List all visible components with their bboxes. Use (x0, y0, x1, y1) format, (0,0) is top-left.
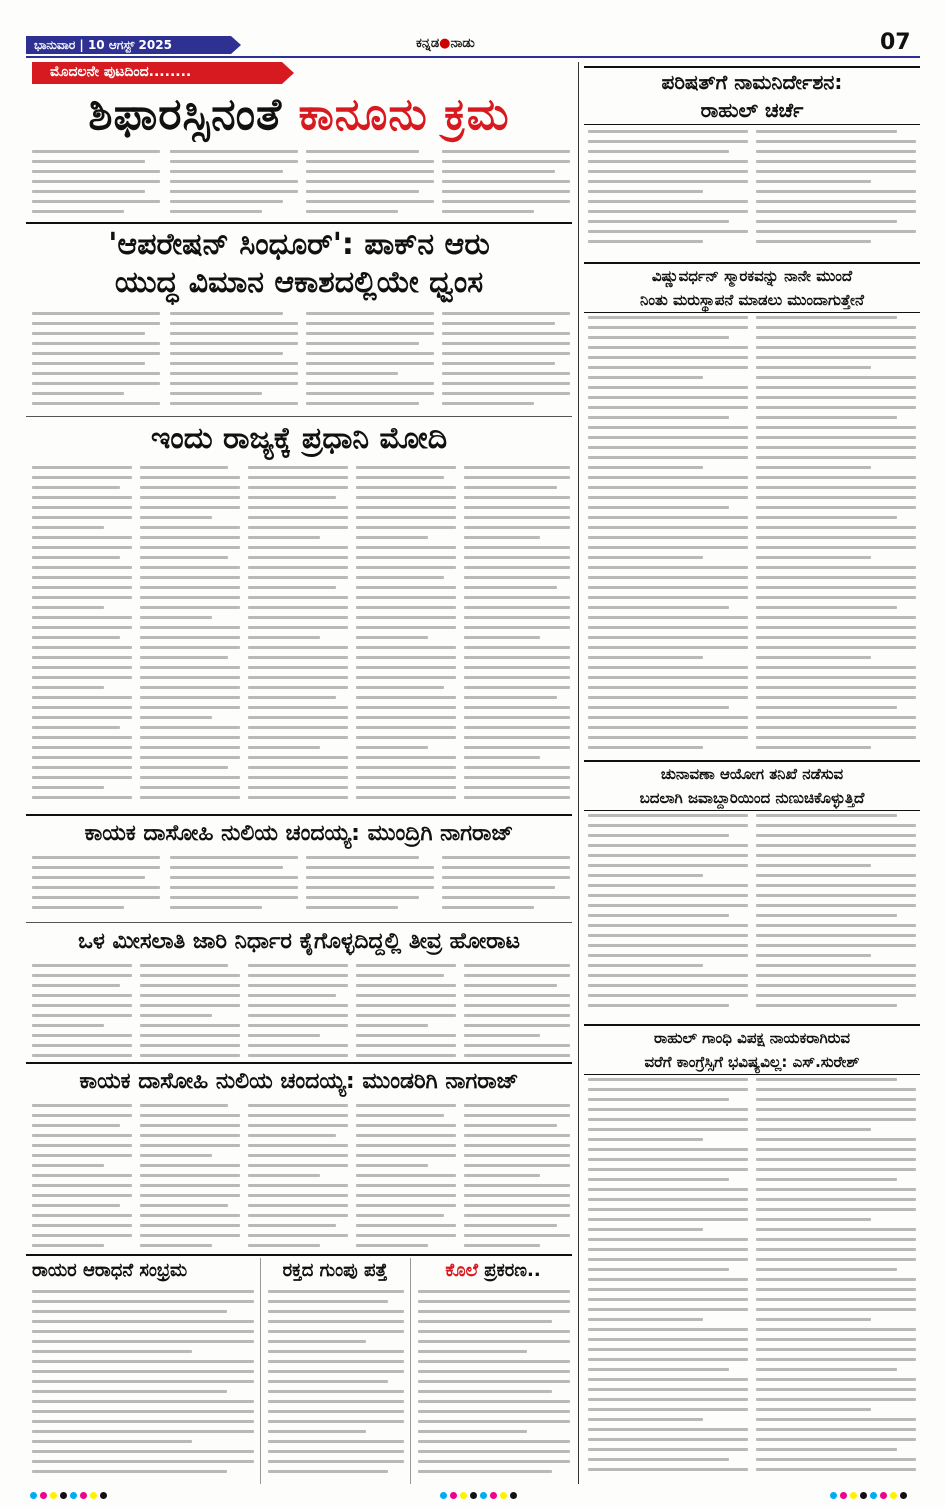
page-header (0, 0, 945, 55)
masthead-right: ನಾಡು (450, 36, 475, 51)
column-rule (578, 62, 579, 1484)
lead-headline (26, 86, 572, 144)
divider (26, 814, 572, 816)
bottom-col3-headline-rest: ಪ್ರಕರಣ.. (484, 1260, 541, 1281)
story5-body-col2 (140, 964, 240, 1060)
story6-body-col1 (32, 1104, 132, 1250)
right-story1-headline (584, 66, 920, 125)
right-story1-headline-line1: ಪರಿಷತ್‌ಗೆ ನಾಮನಿರ್ದೇಶನ: (661, 70, 843, 94)
right-story3-body-col2 (756, 814, 916, 1018)
right-story1-headline-line2: ರಾಹುಲ್ ಚರ್ಚೆ (700, 98, 804, 122)
print-registration-dots-left (30, 1492, 107, 1502)
story6-body-col2 (140, 1104, 240, 1250)
right-story2-body-col2 (756, 316, 916, 756)
right-story1-body-col1 (588, 130, 748, 258)
right-story2-body-col1 (588, 316, 748, 756)
story5-body-col5 (464, 964, 570, 1060)
lead-headline-part1: ಶಿಫಾರಸ್ಸಿನಂತೆ (88, 89, 283, 140)
bottom-col2-body (268, 1290, 404, 1480)
right-story4-headline (584, 1024, 920, 1075)
masthead-left: ಕನ್ನಡ (416, 36, 440, 51)
right-story4-body-col1 (588, 1078, 748, 1480)
right-story4-headline-line1: ರಾಹುಲ್ ಗಾಂಧಿ ವಿಪಕ್ಷ ನಾಯಕರಾಗಿರುವ (653, 1029, 851, 1047)
story6-body-col5 (464, 1104, 570, 1250)
story2-body-col1 (32, 312, 160, 412)
story3-body-col4 (356, 466, 456, 812)
page-number: 07 (880, 30, 911, 55)
masthead (416, 36, 475, 51)
bottom-col3-headline-red: ಕೊಲೆ (445, 1260, 479, 1281)
right-story3-headline (584, 760, 920, 811)
story2-headline-line1: 'ಆಪರೇಷನ್ ಸಿಂಧೂರ್': ಪಾಕ್‌ನ ಆರು (108, 227, 490, 262)
right-story2-headline-line1: ವಿಷ್ಣುವರ್ಧನ್ ಸ್ಮಾರಕವನ್ನು ನಾನೇ ಮುಂದೆ (651, 267, 853, 285)
lead-body-col1 (32, 150, 160, 218)
story2-body-col4 (442, 312, 570, 412)
lead-body-col3 (306, 150, 434, 218)
lead-body-col4 (442, 150, 570, 218)
right-story2-headline-line2: ನಿಂತು ಮರುಸ್ಥಾಪನೆ ಮಾಡಲು ಮುಂದಾಗುತ್ತೇನೆ (640, 291, 864, 309)
story3-body-col1 (32, 466, 132, 812)
bottom-col3-headline (414, 1258, 572, 1284)
story5-headline: ಒಳ ಮೀಸಲಾತಿ ಜಾರಿ ನಿರ್ಧಾರ ಕೈಗೊಳ್ಳದಿದ್ದಲ್ಲಿ ತೀವ್ರ ಹೋರಾಟ (78, 929, 520, 954)
right-story4-headline-line2: ವರೆಗೆ ಕಾಂಗ್ರೆಸ್ಸಿಗೆ ಭವಿಷ್ಯವಿಲ್ಲ: ಎಸ್.ಸುರೇಶ್ (644, 1053, 860, 1071)
column-rule (410, 1258, 411, 1484)
story3-headline: ಇಂದು ರಾಜ್ಯಕ್ಕೆ ಪ್ರಧಾನಿ ಮೋದಿ (150, 421, 448, 456)
print-registration-dots-right (830, 1492, 907, 1502)
story3-body-col3 (248, 466, 348, 812)
right-story2-headline (584, 262, 920, 313)
story2-headline (26, 226, 572, 302)
story6-headline: ಕಾಯಕ ದಾಸೋಹಿ ನುಲಿಯ ಚಂದಯ್ಯ: ಮುಂಡರಿಗಿ ನಾಗರಾಜ್ (79, 1069, 519, 1094)
story2-body-col2 (170, 312, 298, 412)
bottom-col1-headline: ರಾಯರ ಆರಾಧನೆ ಸಂಭ್ರಮ (32, 1260, 188, 1281)
right-story3-headline-line2: ಬದಲಾಗಿ ಜವಾಬ್ದಾರಿಯಿಂದ ನುಣುಚಿಕೊಳ್ಳುತ್ತಿದೆ (639, 789, 865, 807)
story5-body-col3 (248, 964, 348, 1060)
story2-headline-line2: ಯುದ್ಧ ವಿಮಾನ ಆಕಾಶದಲ್ಲಿಯೇ ಧ್ವಂಸ (114, 265, 484, 300)
section-kicker: ಮೊದಲನೇ ಪುಟದಿಂದ........ (32, 62, 282, 84)
divider (26, 416, 572, 417)
divider (26, 1062, 572, 1064)
right-story4-body-col2 (756, 1078, 916, 1480)
story6-body-col3 (248, 1104, 348, 1250)
right-story1-body-col2 (756, 130, 916, 258)
lead-body-col2 (170, 150, 298, 218)
story4-headline: ಕಾಯಕ ದಾಸೋಹಿ ನುಲಿಯ ಚಂದಯ್ಯ: ಮುಂದ್ರಿಗಿ ನಾಗರಾಜ್ (84, 821, 514, 846)
bottom-col3-body (418, 1290, 570, 1480)
divider (26, 1254, 572, 1256)
right-story3-body-col1 (588, 814, 748, 1018)
story3-body-col2 (140, 466, 240, 812)
issue-date: ಭಾನುವಾರ | 10 ಆಗಸ್ಟ್ 2025 (26, 36, 231, 54)
bottom-col1-body (32, 1290, 254, 1480)
story4-body-col3 (306, 856, 434, 920)
header-rule (26, 56, 920, 58)
divider (26, 222, 572, 224)
column-rule (260, 1258, 261, 1484)
story4-body-col1 (32, 856, 160, 920)
masthead-dot: ● (439, 36, 451, 51)
right-story3-headline-line1: ಚುನಾವಣಾ ಆಯೋಗ ತನಿಖೆ ನಡೆಸುವ (660, 765, 844, 783)
story4-body-col2 (170, 856, 298, 920)
lead-headline-part2: ಕಾನೂನು ಕ್ರಮ (298, 89, 510, 140)
story3-body-col5 (464, 466, 570, 812)
story5-body-col4 (356, 964, 456, 1060)
story6-body-col4 (356, 1104, 456, 1250)
divider (26, 922, 572, 923)
print-registration-dots-center (440, 1492, 517, 1502)
story4-body-col4 (442, 856, 570, 920)
story5-body-col1 (32, 964, 132, 1060)
bottom-col2-headline: ರಕ್ತದ ಗುಂಪು ಪತ್ತೆ (282, 1260, 388, 1281)
story2-body-col3 (306, 312, 434, 412)
